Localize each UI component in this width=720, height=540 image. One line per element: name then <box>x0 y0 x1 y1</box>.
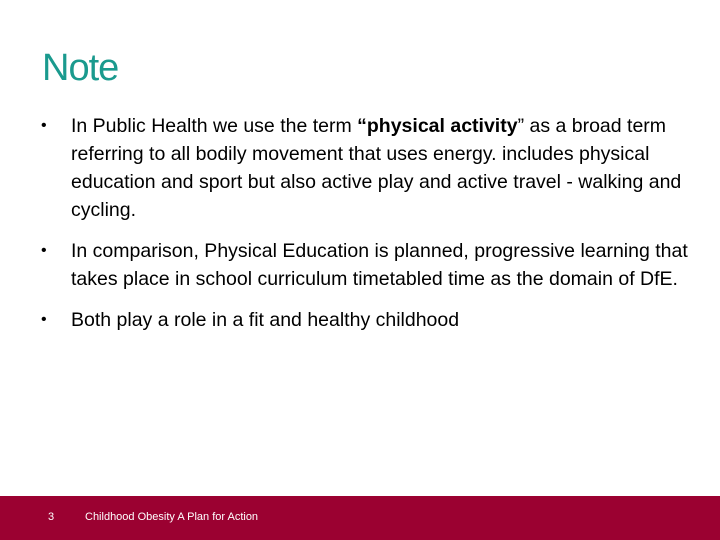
bullet-item-physical-activity <box>30 112 690 224</box>
bullet-item-both-play-a-role <box>30 306 690 334</box>
bullet-marker: • <box>41 242 47 259</box>
footer-bar <box>0 496 720 540</box>
bullet-text-post: ” as a broad term referring to all bodily movement that uses energy. includes physical education and sport but also active play and active travel - walking and cycling. <box>71 115 682 221</box>
bullet-item-physical-education <box>30 237 690 293</box>
bullet-text-bold: “physical activity <box>357 115 518 137</box>
page-number: 3 <box>48 511 55 523</box>
slide-title: Note <box>42 47 119 89</box>
bullet-text-pre: In Public Health we use the term <box>71 115 358 137</box>
footer-title: Childhood Obesity A Plan for Action <box>85 511 259 523</box>
bullet-text: Both play a role in a fit and healthy childhood <box>71 309 460 331</box>
bullet-marker: • <box>41 311 47 328</box>
bullet-list <box>30 112 690 347</box>
bullet-marker: • <box>41 117 47 134</box>
bullet-text: In comparison, Physical Education is planned, progressive learning that takes place in school curriculum timetabled time as the domain of DfE. <box>71 240 688 290</box>
